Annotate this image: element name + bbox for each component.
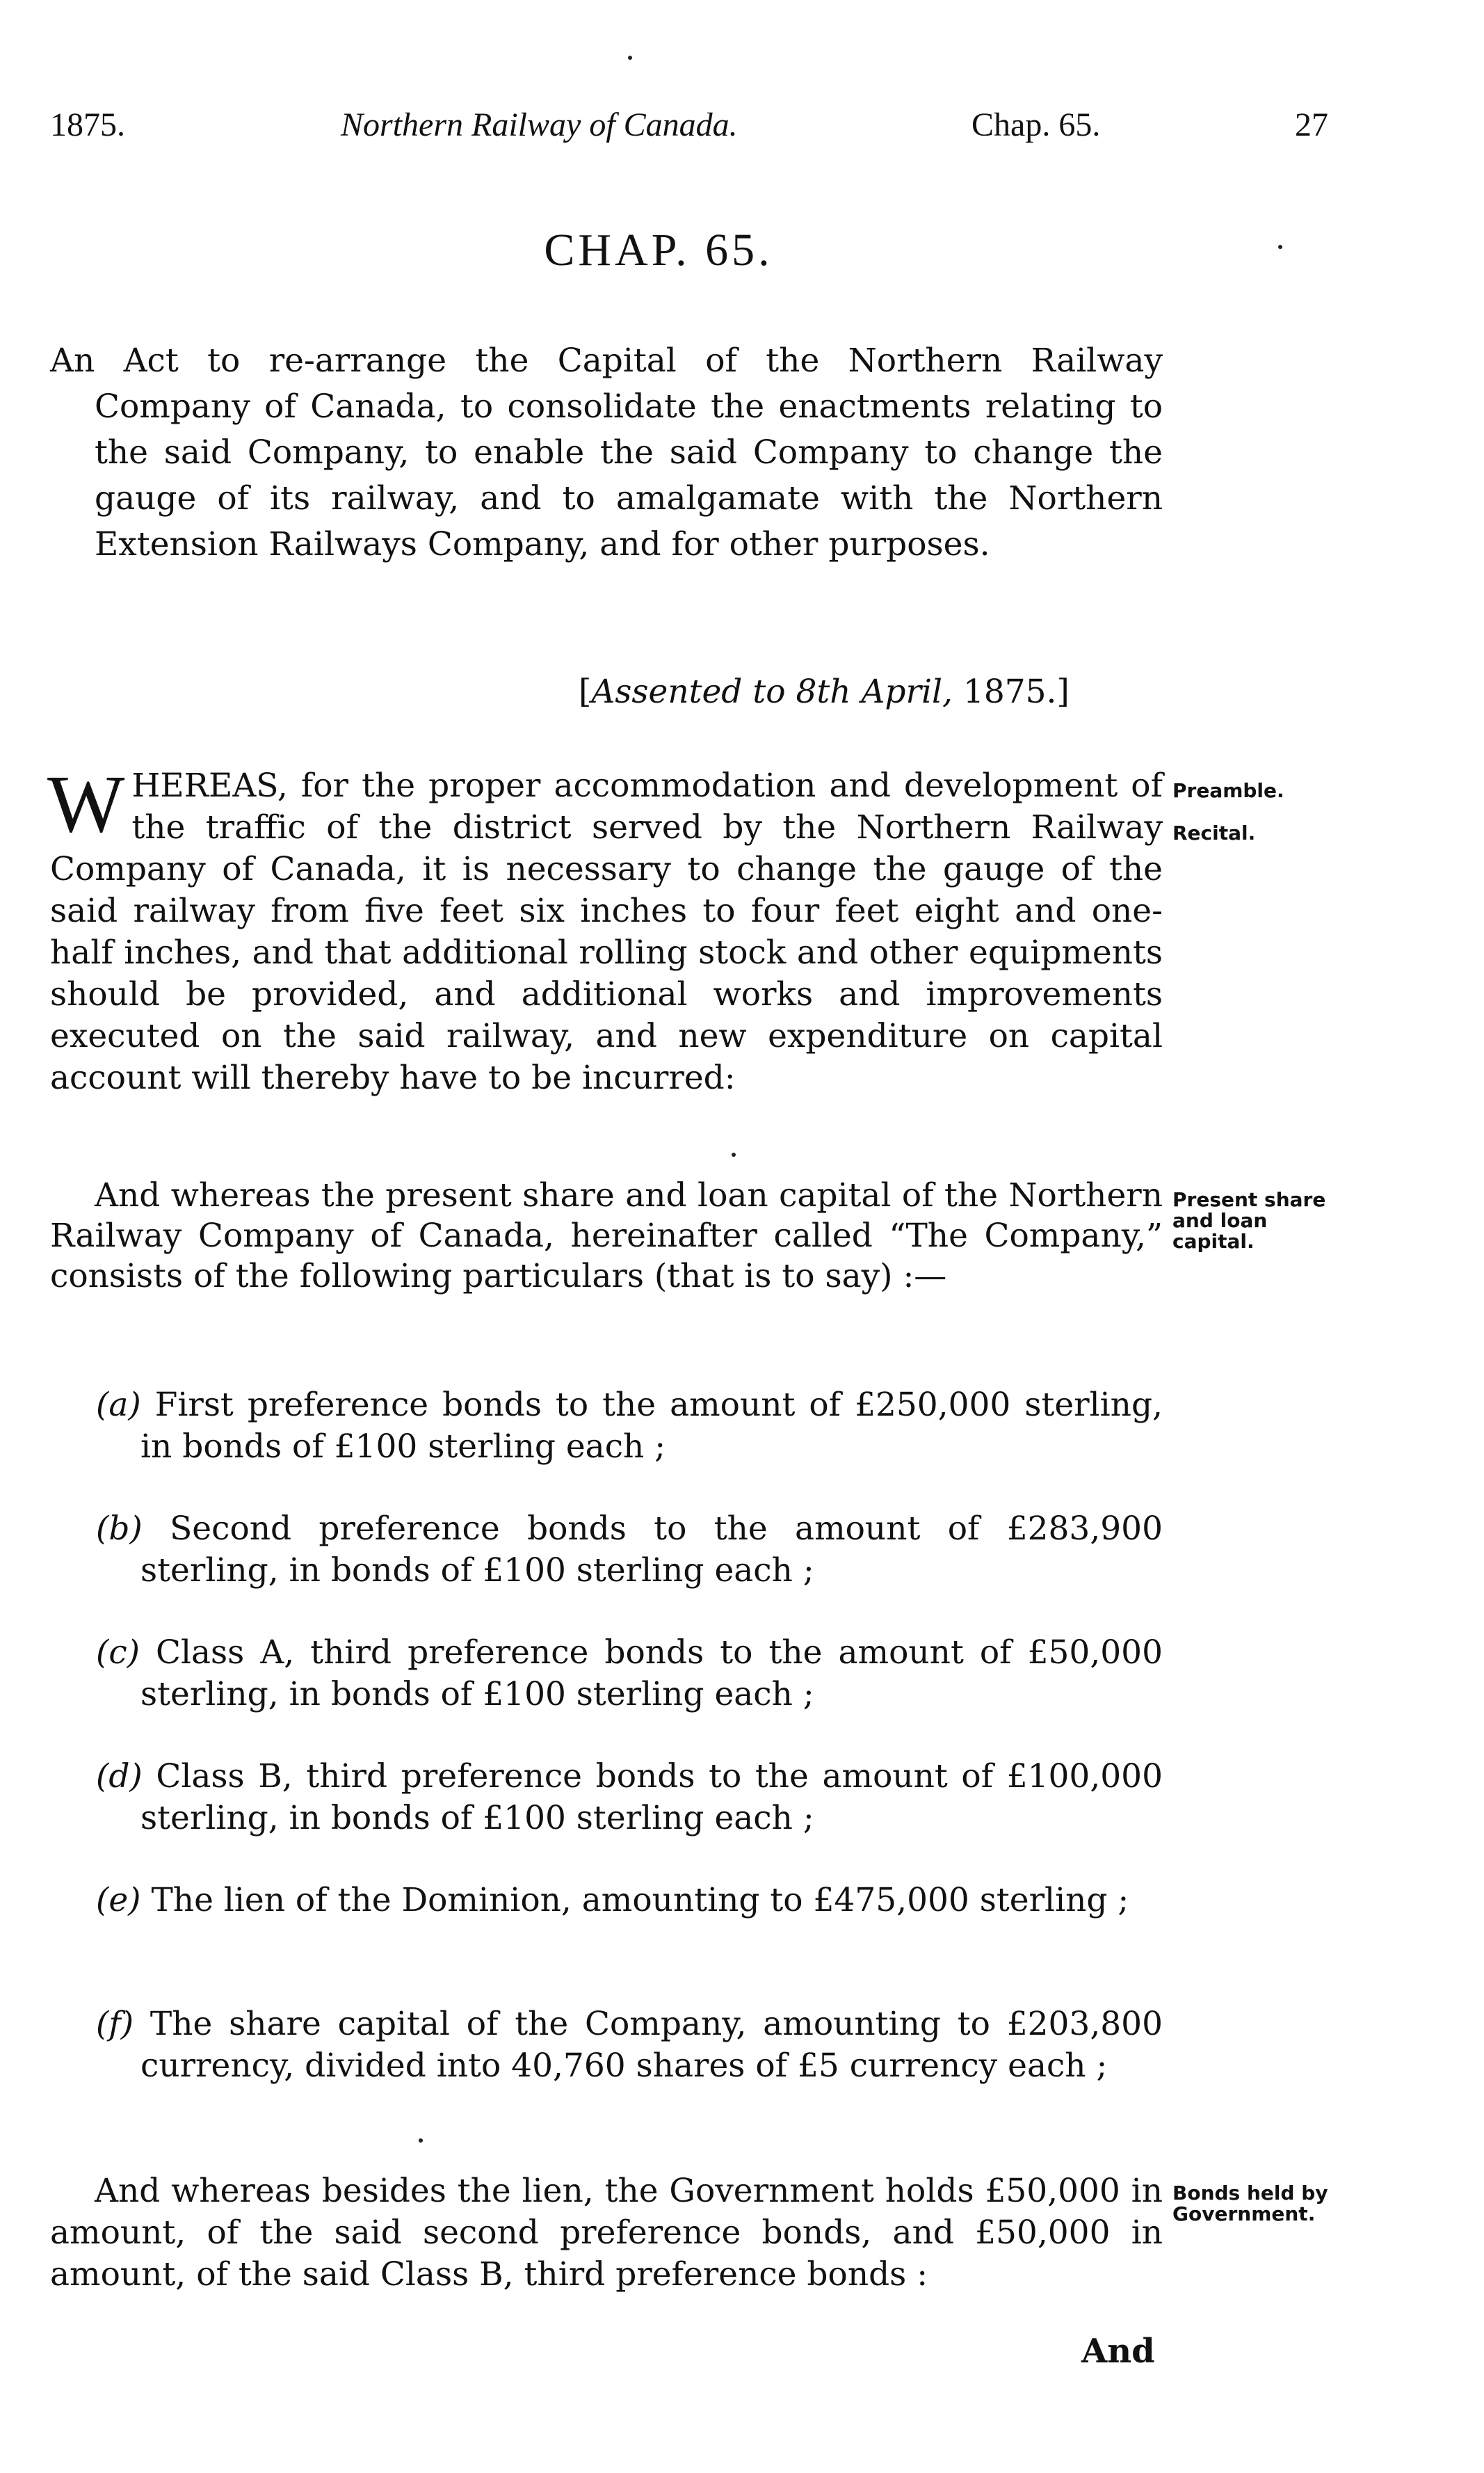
print-speck bbox=[732, 1153, 736, 1157]
assent-year: 1875.] bbox=[962, 673, 1070, 711]
assent-bracket: [ bbox=[579, 673, 592, 711]
print-speck bbox=[419, 2138, 423, 2143]
assent-date: 8th April, bbox=[796, 673, 953, 711]
assent-line bbox=[579, 671, 1070, 713]
margin-note-bonds-held: Bonds held by Government. bbox=[1172, 2182, 1328, 2225]
print-speck bbox=[628, 56, 632, 60]
list-item bbox=[50, 1508, 1163, 1592]
item-label: (f) bbox=[96, 2005, 134, 2043]
page-number: 27 bbox=[1295, 106, 1328, 143]
item-label: (c) bbox=[96, 1633, 140, 1672]
government-bonds-paragraph: And whereas besides the lien, the Government holds £50,000 in amount, of the said second preference bonds, and £50,000 in amount, of the said Class B, third preference bonds : bbox=[50, 2172, 1163, 2294]
header-title: Northern Railway of Canada. bbox=[341, 106, 738, 143]
item-label: (d) bbox=[96, 1757, 143, 1795]
margin-note-recital: Recital. bbox=[1172, 822, 1256, 845]
margin-note-present-share: Present share and loan capital. bbox=[1172, 1188, 1326, 1253]
print-speck bbox=[1278, 245, 1282, 249]
capital-intro-paragraph: And whereas the present share and loan capital of the Northern Railway Company of Canada, hereinafter called “The Company,” consists of the following particulars (that is to say) :— bbox=[50, 1176, 1163, 1295]
list-item bbox=[50, 1756, 1163, 1839]
item-text: Class A, third preference bonds to the amount of £50,000 sterling, in bonds of £100 sterling each ; bbox=[140, 1633, 1163, 1713]
list-item bbox=[50, 1632, 1163, 1715]
list-item bbox=[50, 1384, 1163, 1468]
item-text: First preference bonds to the amount of £250,000 sterling, in bonds of £100 sterling each ; bbox=[140, 1386, 1163, 1466]
act-title: An Act to re-arrange the Capital of the Northern Railway Company of Canada, to consolidate the enactments relating to the said Company, to enable the said Company to change the gauge of its railway, and to amalgamate with the Northern Extension Railways Company, and for other purposes. bbox=[50, 342, 1163, 563]
assent-label: Assented to bbox=[591, 673, 786, 711]
chapter-heading: CHAP. 65. bbox=[544, 225, 773, 275]
item-text: Class B, third preference bonds to the amount of £100,000 sterling, in bonds of £100 sterling each ; bbox=[140, 1757, 1163, 1837]
margin-note-preamble: Preamble. bbox=[1172, 779, 1284, 802]
header-chapter: Chap. 65. bbox=[971, 106, 1101, 143]
list-item bbox=[50, 2003, 1163, 2087]
item-text: The lien of the Dominion, amounting to £475,000 sterling ; bbox=[151, 1881, 1129, 1919]
item-label: (e) bbox=[96, 1881, 141, 1919]
catchword: And bbox=[1081, 2332, 1155, 2371]
list-item bbox=[50, 1880, 1163, 1921]
item-label: (b) bbox=[96, 1510, 143, 1548]
preamble-text: HEREAS, for the proper accommodation and development of the traffic of the district served by the Northern Railway Company of Canada, it is necessary to change the gauge of the said railway from five feet six inches to four feet eight and one-half inches, and that additional rolling stock and other equipments should be provided, and additional works and improvements executed on the said railway, and new expenditure on capital account will thereby have to be incurred: bbox=[50, 767, 1163, 1097]
preamble-paragraph bbox=[47, 758, 1163, 1099]
item-text: The share capital of the Company, amounting to £203,800 currency, divided into 40,760 shares of £5 currency each ; bbox=[140, 2005, 1163, 2085]
item-text: Second preference bonds to the amount of £283,900 sterling, in bonds of £100 sterling each ; bbox=[140, 1510, 1163, 1590]
header-year: 1875. bbox=[50, 106, 125, 143]
item-label: (a) bbox=[96, 1386, 141, 1424]
drop-cap: W bbox=[47, 758, 125, 849]
